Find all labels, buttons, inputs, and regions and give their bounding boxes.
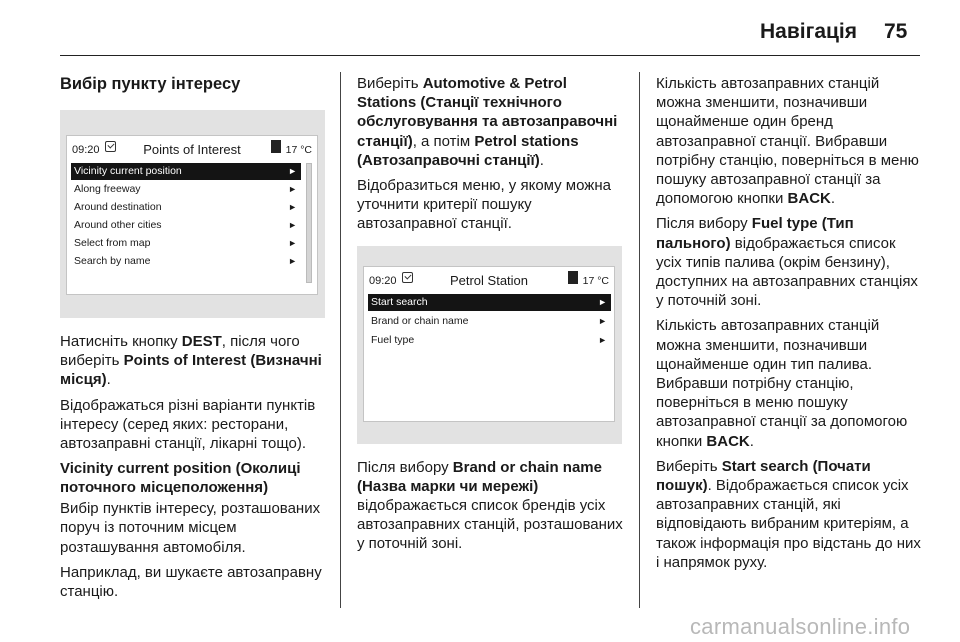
screen-time: 09:20 bbox=[369, 274, 397, 287]
column-divider-2 bbox=[639, 72, 640, 608]
column-2 bbox=[357, 74, 629, 560]
screen-title: Points of Interest bbox=[143, 142, 241, 157]
header-rule bbox=[60, 55, 920, 56]
paragraph-brand: Після вибору Brand or chain name (Назва марки чи мережі) відображається список брендів усіх автозаправних станцій, розташованих у поточній зоні. bbox=[357, 458, 623, 553]
chevron-right-icon: ► bbox=[288, 184, 297, 194]
menu-item-around-other-cities[interactable]: Around other cities ► bbox=[71, 217, 301, 234]
page-number: 75 bbox=[884, 20, 908, 43]
paragraph-reduce-fuel: Кількість автозаправних станцій можна зменшити, позначивши щонайменше один тип палива. Вибравши потрібну станцію, поверніться в меню пошуку автозаправної станції за допомогою кнопки BACK. bbox=[656, 317, 908, 450]
menu-item-start-search[interactable]: Start search ► bbox=[368, 294, 611, 311]
phone-icon bbox=[271, 140, 281, 153]
phone-icon bbox=[568, 271, 578, 284]
screen-status-bar bbox=[364, 267, 614, 291]
section-heading: Вибір пункту інтересу bbox=[60, 75, 241, 93]
paragraph-example: Наприклад, ви шукаєте автозаправну станцію. bbox=[60, 563, 322, 601]
menu-item-select-from-map[interactable]: Select from map ► bbox=[71, 235, 301, 252]
chevron-right-icon: ► bbox=[598, 334, 607, 345]
chevron-right-icon: ► bbox=[288, 202, 297, 212]
chevron-right-icon: ► bbox=[288, 238, 297, 248]
section-title: Навігація bbox=[760, 20, 858, 43]
column-1 bbox=[60, 74, 330, 607]
subheading-vicinity: Vicinity current position (Околиці поточного місцеположення) bbox=[60, 460, 301, 497]
paragraph-variants: Відображаться різні варіанти пунктів інтересу (серед яких: ресторани, автозаправні станції, лікарні тощо). bbox=[60, 396, 316, 453]
petrol-screen bbox=[363, 266, 615, 422]
screen-status-bar bbox=[67, 136, 317, 160]
column-divider-1 bbox=[340, 72, 341, 608]
scrollbar[interactable] bbox=[306, 163, 312, 283]
screen-temperature: 17 °C bbox=[285, 144, 312, 156]
screen-temperature: 17 °C bbox=[582, 274, 609, 287]
menu-item-vicinity[interactable]: Vicinity current position ► bbox=[71, 163, 301, 180]
chevron-right-icon: ► bbox=[288, 256, 297, 266]
petrol-screenshot bbox=[357, 246, 622, 444]
paragraph-start-search: Виберіть Start search (Почати пошук). Відображається список усіх автозаправних станцій, які відповідають вибраним критеріям, а також інформація про відстань до них і напрямок руху. bbox=[656, 457, 921, 571]
paragraph-vicinity: Вибір пунктів інтересу, розташованих поруч із поточним місцем розташування автомобіля. bbox=[60, 500, 321, 556]
menu-item-search-by-name[interactable]: Search by name ► bbox=[71, 253, 301, 270]
chevron-right-icon: ► bbox=[288, 166, 297, 176]
poi-screen bbox=[66, 135, 318, 295]
chevron-right-icon: ► bbox=[288, 220, 297, 230]
column-3 bbox=[656, 74, 924, 578]
paragraph-dest: Натисніть кнопку DEST, після чого виберіть Points of Interest (Визначні місця). bbox=[60, 333, 322, 389]
screen-time: 09:20 bbox=[72, 144, 100, 156]
poi-screenshot bbox=[60, 110, 325, 318]
menu-item-along-freeway[interactable]: Along freeway ► bbox=[71, 181, 301, 198]
paragraph-reduce-brand: Кількість автозаправних станцій можна зменшити, позначивши щонайменше один бренд автозаправної станції. Вибравши потрібну станцію, поверніться в меню пошуку автозаправної станції за допомогою кнопки BACK. bbox=[656, 75, 919, 208]
chevron-right-icon: ► bbox=[598, 296, 607, 307]
menu-item-fuel-type[interactable]: Fuel type ► bbox=[368, 332, 611, 349]
chevron-right-icon: ► bbox=[598, 315, 607, 326]
paragraph-fuel-type: Після вибору Fuel type (Тип пального) відображається список усіх типів палива (окрім бензину), доступних на автозаправних станціях у поточній зоні. bbox=[656, 215, 918, 310]
paragraph-menu-refine: Відобразиться меню, у якому можна уточнити критерії пошуку автозаправної станції. bbox=[357, 177, 611, 233]
menu-item-around-destination[interactable]: Around destination ► bbox=[71, 199, 301, 216]
menu-item-brand[interactable]: Brand or chain name ► bbox=[368, 313, 611, 330]
screen-title: Petrol Station bbox=[449, 272, 529, 288]
paragraph-select-automotive: Виберіть Automotive & Petrol Stations (Станції технічного обслуговування та автозаправочні станції), а потім Petrol stations (Автозаправочні станції). bbox=[357, 75, 618, 169]
watermark: carmanualsonline.info bbox=[690, 614, 911, 639]
